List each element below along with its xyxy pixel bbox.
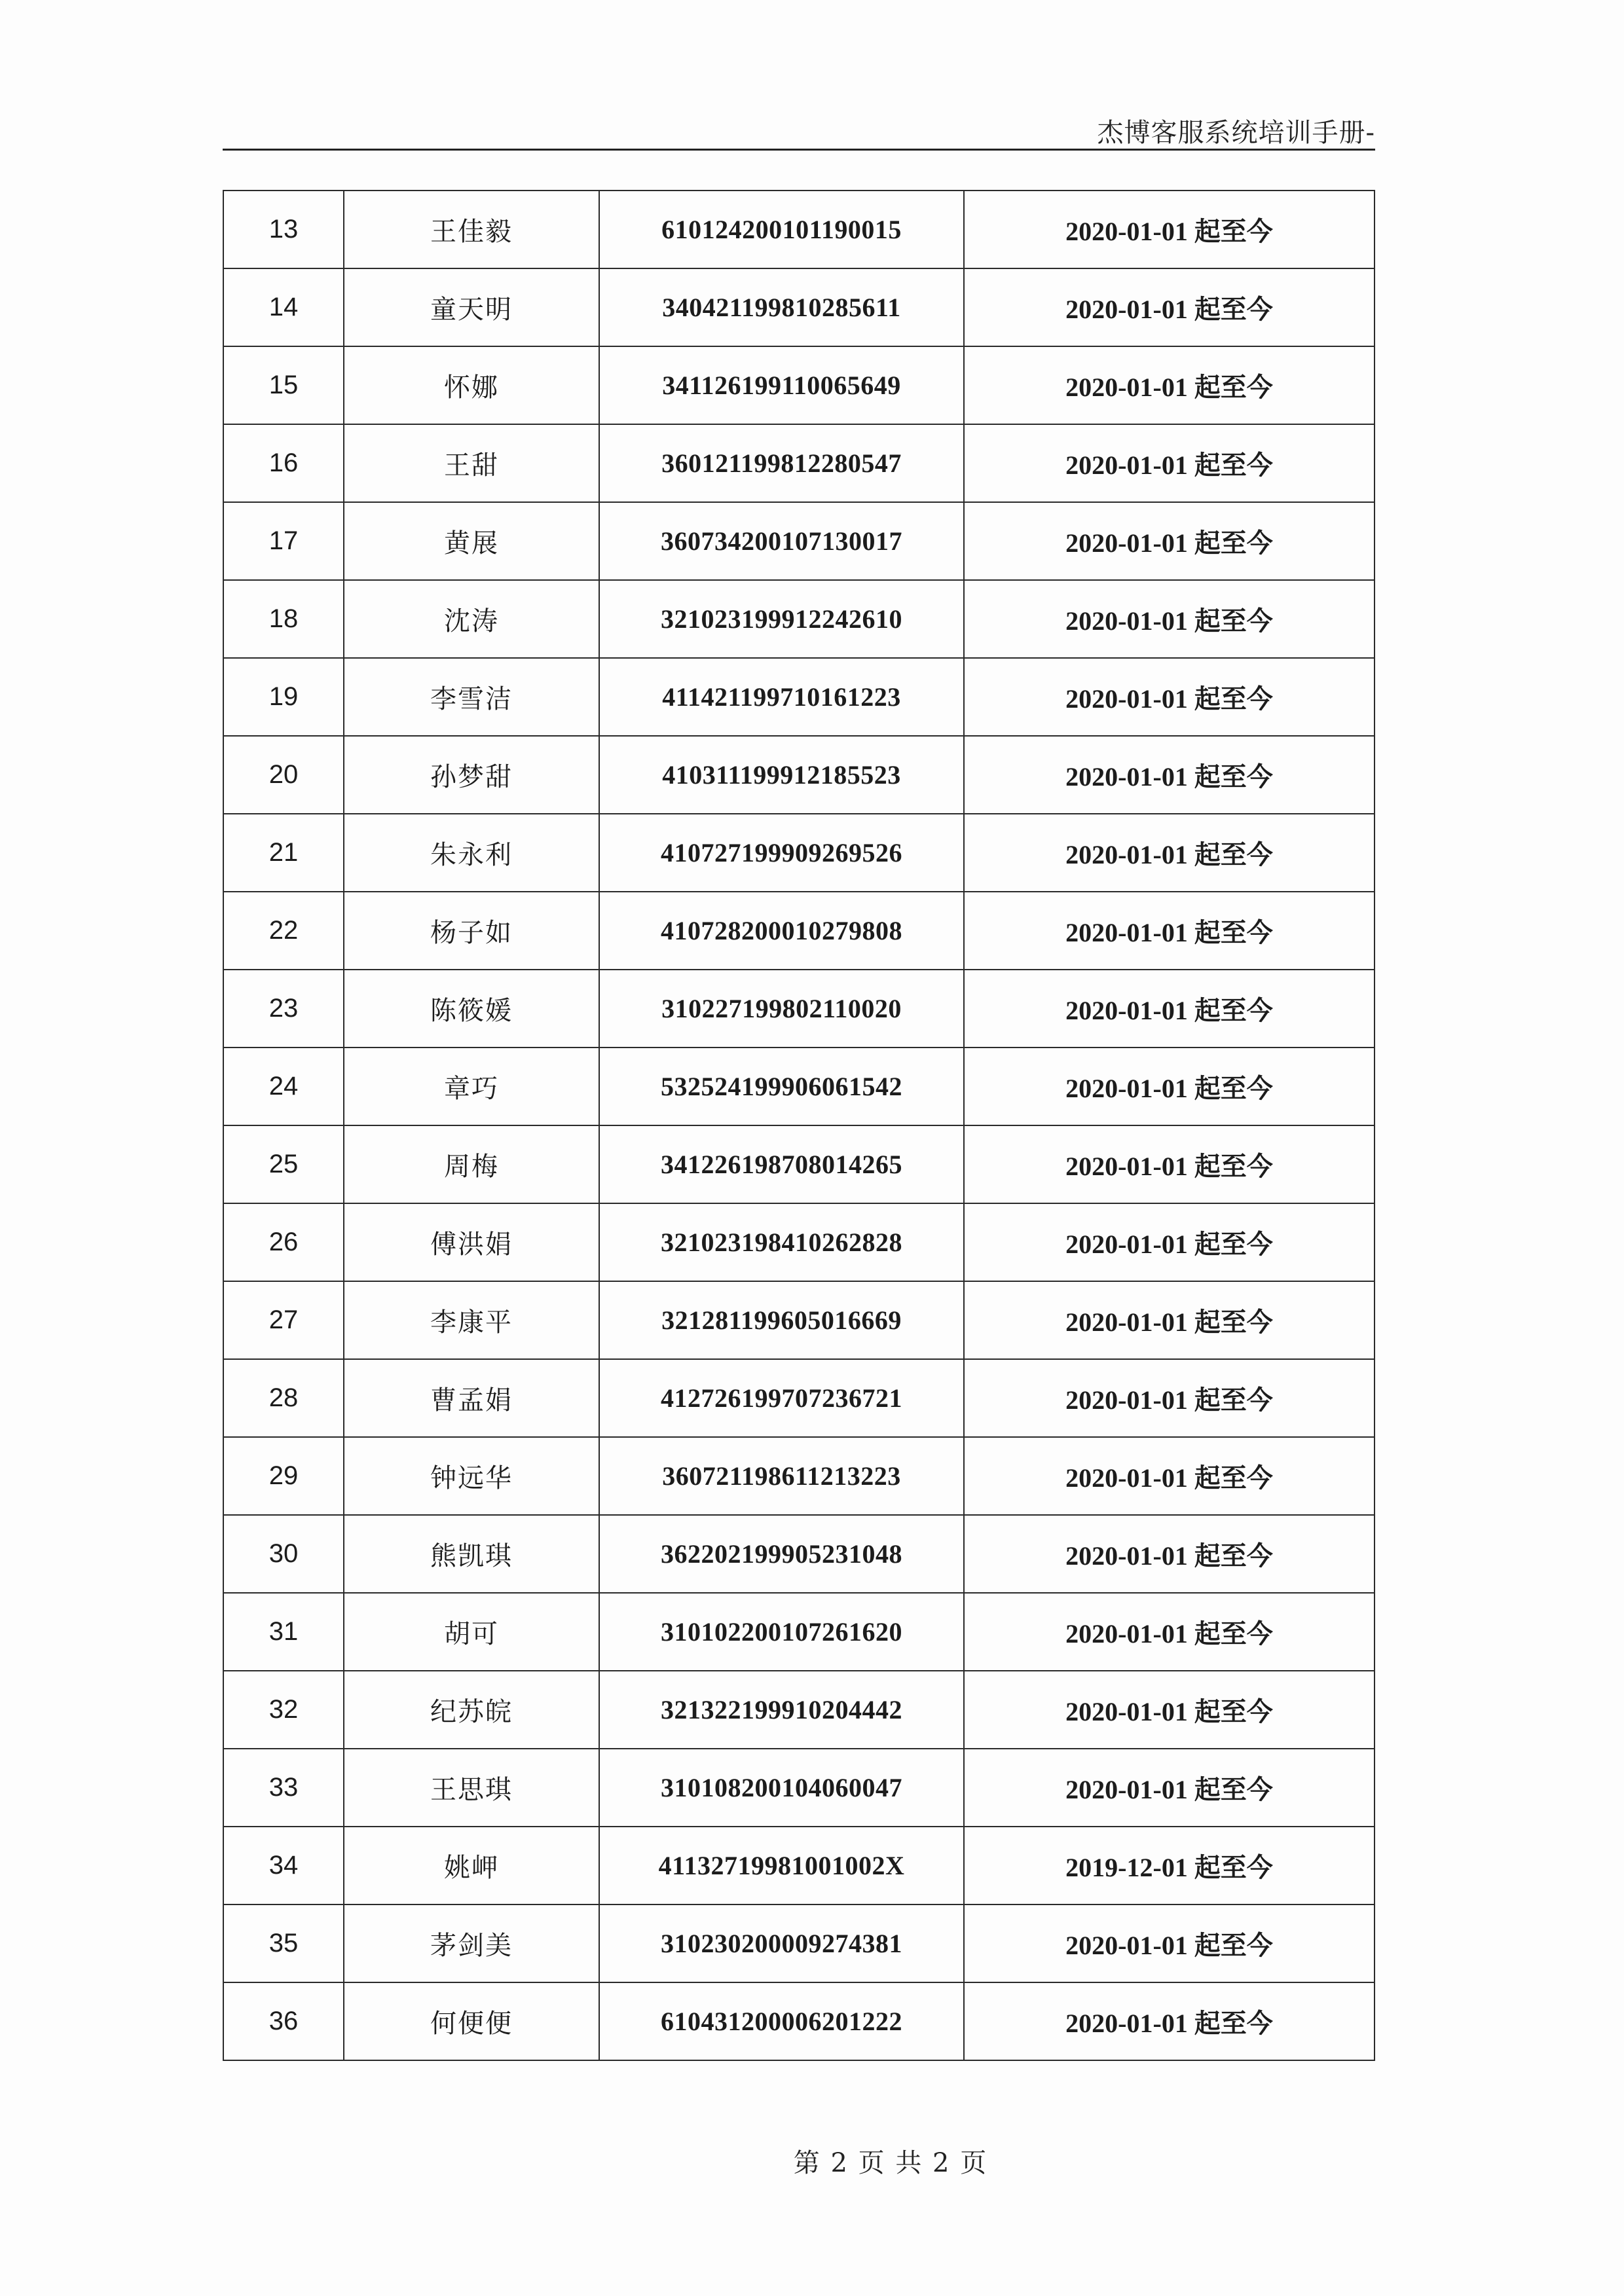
employee-name-cell: 周梅	[344, 1125, 599, 1203]
employee-name-cell: 傅洪娟	[344, 1203, 599, 1281]
row-number-cell: 33	[223, 1749, 344, 1827]
service-period-cell: 2020-01-01 起至今	[964, 1982, 1375, 2060]
employee-name-cell: 章巧	[344, 1048, 599, 1125]
id-number-cell: 321023198410262828	[599, 1203, 964, 1281]
table-row	[223, 1281, 1375, 1359]
id-number-cell: 360121199812280547	[599, 424, 964, 502]
table-row	[223, 814, 1375, 892]
row-number-cell: 18	[223, 580, 344, 658]
service-period-cell: 2020-01-01 起至今	[964, 1437, 1375, 1515]
service-period-cell: 2019-12-01 起至今	[964, 1827, 1375, 1904]
table-row	[223, 424, 1375, 502]
table-row	[223, 892, 1375, 970]
row-number-cell: 35	[223, 1904, 344, 1982]
employee-name-cell: 杨子如	[344, 892, 599, 970]
employee-name-cell: 何便便	[344, 1982, 599, 2060]
table-row	[223, 1515, 1375, 1593]
table-row	[223, 580, 1375, 658]
table-row	[223, 658, 1375, 736]
employee-name-cell: 王甜	[344, 424, 599, 502]
service-period-cell: 2020-01-01 起至今	[964, 970, 1375, 1048]
id-number-cell: 412726199707236721	[599, 1359, 964, 1437]
id-number-cell: 340421199810285611	[599, 268, 964, 346]
row-number-cell: 30	[223, 1515, 344, 1593]
employee-name-cell: 茅剑美	[344, 1904, 599, 1982]
table-row	[223, 1904, 1375, 1982]
id-number-cell: 360734200107130017	[599, 502, 964, 580]
table-row	[223, 1593, 1375, 1671]
service-period-cell: 2020-01-01 起至今	[964, 191, 1375, 268]
id-number-cell: 310102200107261620	[599, 1593, 964, 1671]
roster-table-container	[223, 190, 1375, 2061]
employee-name-cell: 胡可	[344, 1593, 599, 1671]
service-period-cell: 2020-01-01 起至今	[964, 424, 1375, 502]
service-period-cell: 2020-01-01 起至今	[964, 580, 1375, 658]
header-title: 杰博客服系统培训手册-	[1097, 118, 1375, 148]
id-number-cell: 410311199912185523	[599, 736, 964, 814]
table-row	[223, 736, 1375, 814]
service-period-cell: 2020-01-01 起至今	[964, 1048, 1375, 1125]
table-row	[223, 1749, 1375, 1827]
service-period-cell: 2020-01-01 起至今	[964, 1281, 1375, 1359]
id-number-cell: 321281199605016669	[599, 1281, 964, 1359]
service-period-cell: 2020-01-01 起至今	[964, 1671, 1375, 1749]
row-number-cell: 28	[223, 1359, 344, 1437]
service-period-cell: 2020-01-01 起至今	[964, 736, 1375, 814]
service-period-cell: 2020-01-01 起至今	[964, 346, 1375, 424]
service-period-cell: 2020-01-01 起至今	[964, 1125, 1375, 1203]
row-number-cell: 13	[223, 191, 344, 268]
service-period-cell: 2020-01-01 起至今	[964, 1749, 1375, 1827]
row-number-cell: 36	[223, 1982, 344, 2060]
id-number-cell: 362202199905231048	[599, 1515, 964, 1593]
row-number-cell: 34	[223, 1827, 344, 1904]
id-number-cell: 410727199909269526	[599, 814, 964, 892]
table-row	[223, 346, 1375, 424]
id-number-cell: 321322199910204442	[599, 1671, 964, 1749]
id-number-cell: 610124200101190015	[599, 191, 964, 268]
employee-name-cell: 李康平	[344, 1281, 599, 1359]
service-period-cell: 2020-01-01 起至今	[964, 502, 1375, 580]
table-row	[223, 1125, 1375, 1203]
page-footer	[0, 2142, 1624, 2179]
employee-name-cell: 王思琪	[344, 1749, 599, 1827]
row-number-cell: 20	[223, 736, 344, 814]
id-number-cell: 341126199110065649	[599, 346, 964, 424]
id-number-cell: 532524199906061542	[599, 1048, 964, 1125]
employee-name-cell: 钟远华	[344, 1437, 599, 1515]
id-number-cell: 310227199802110020	[599, 970, 964, 1048]
row-number-cell: 26	[223, 1203, 344, 1281]
service-period-cell: 2020-01-01 起至今	[964, 1203, 1375, 1281]
row-number-cell: 14	[223, 268, 344, 346]
row-number-cell: 29	[223, 1437, 344, 1515]
roster-table	[223, 190, 1375, 2061]
employee-name-cell: 朱永利	[344, 814, 599, 892]
table-row	[223, 970, 1375, 1048]
row-number-cell: 22	[223, 892, 344, 970]
row-number-cell: 17	[223, 502, 344, 580]
id-number-cell: 310108200104060047	[599, 1749, 964, 1827]
row-number-cell: 25	[223, 1125, 344, 1203]
roster-table-body	[223, 191, 1375, 2060]
service-period-cell: 2020-01-01 起至今	[964, 1904, 1375, 1982]
employee-name-cell: 曹孟娟	[344, 1359, 599, 1437]
row-number-cell: 21	[223, 814, 344, 892]
service-period-cell: 2020-01-01 起至今	[964, 268, 1375, 346]
table-row	[223, 1671, 1375, 1749]
row-number-cell: 27	[223, 1281, 344, 1359]
id-number-cell: 341226198708014265	[599, 1125, 964, 1203]
employee-name-cell: 王佳毅	[344, 191, 599, 268]
row-number-cell: 32	[223, 1671, 344, 1749]
table-row	[223, 502, 1375, 580]
table-row	[223, 1437, 1375, 1515]
table-row	[223, 191, 1375, 268]
service-period-cell: 2020-01-01 起至今	[964, 1593, 1375, 1671]
table-row	[223, 1359, 1375, 1437]
table-row	[223, 1048, 1375, 1125]
employee-name-cell: 童天明	[344, 268, 599, 346]
row-number-cell: 24	[223, 1048, 344, 1125]
employee-name-cell: 李雪洁	[344, 658, 599, 736]
row-number-cell: 19	[223, 658, 344, 736]
table-row	[223, 268, 1375, 346]
page-number: 第 2 页 共 2 页	[793, 2148, 988, 2178]
service-period-cell: 2020-01-01 起至今	[964, 892, 1375, 970]
row-number-cell: 15	[223, 346, 344, 424]
service-period-cell: 2020-01-01 起至今	[964, 1515, 1375, 1593]
id-number-cell: 310230200009274381	[599, 1904, 964, 1982]
employee-name-cell: 黄展	[344, 502, 599, 580]
employee-name-cell: 沈涛	[344, 580, 599, 658]
employee-name-cell: 陈筱媛	[344, 970, 599, 1048]
employee-name-cell: 纪苏皖	[344, 1671, 599, 1749]
employee-name-cell: 熊凯琪	[344, 1515, 599, 1593]
table-row	[223, 1982, 1375, 2060]
row-number-cell: 16	[223, 424, 344, 502]
table-row	[223, 1827, 1375, 1904]
employee-name-cell: 孙梦甜	[344, 736, 599, 814]
id-number-cell: 410728200010279808	[599, 892, 964, 970]
row-number-cell: 31	[223, 1593, 344, 1671]
id-number-cell: 610431200006201222	[599, 1982, 964, 2060]
employee-name-cell: 怀娜	[344, 346, 599, 424]
id-number-cell: 41132719981001002X	[599, 1827, 964, 1904]
row-number-cell: 23	[223, 970, 344, 1048]
table-row	[223, 1203, 1375, 1281]
employee-name-cell: 姚岬	[344, 1827, 599, 1904]
running-header	[223, 108, 1375, 151]
id-number-cell: 411421199710161223	[599, 658, 964, 736]
service-period-cell: 2020-01-01 起至今	[964, 814, 1375, 892]
service-period-cell: 2020-01-01 起至今	[964, 658, 1375, 736]
id-number-cell: 360721198611213223	[599, 1437, 964, 1515]
service-period-cell: 2020-01-01 起至今	[964, 1359, 1375, 1437]
id-number-cell: 321023199912242610	[599, 580, 964, 658]
